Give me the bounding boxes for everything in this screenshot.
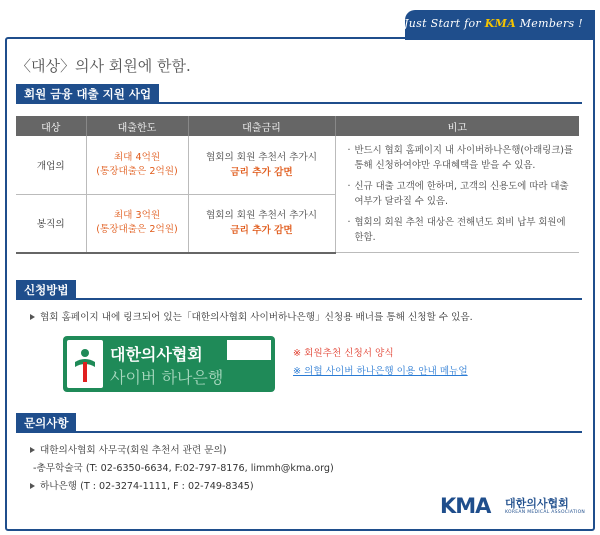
limit-cell [86,136,188,194]
limit-max: 최대 3억원 [113,210,161,222]
triangle-bullet-icon [30,314,35,320]
limit-note: (통장대출은 2억원) [96,224,178,236]
note-item: · 협회의 회원 추천 대상은 전해년도 회비 납부 회원에 한함. [348,216,574,245]
banner-slogan-pre: Just Start for [404,17,485,30]
contact-hana-text: 하나은행 (T : 02-3274-1111, F : 02-749-8345) [40,481,254,492]
kma-logo-letters: KMA [440,494,491,518]
limit-cell [86,194,188,252]
banner-slogan-post: Members ! [515,17,583,30]
loan-table-header [16,116,579,136]
rate-benefit: 금리 추가 감면 [230,166,293,178]
contact-section-divider [16,431,582,433]
target-cell: 개업의 [16,136,86,194]
cyber-hana-bank-banner[interactable] [63,336,275,392]
rate-benefit: 금리 추가 감면 [230,225,293,237]
banner-slogan-mark: KMA [484,17,516,30]
rate-condition: 협회의 회원 추천서 추가시 [205,151,318,163]
apply-instructions-text: 협회 홈페이지 내에 링크되어 있는「대한의사협회 사이버하나은행」신청용 배너를 통해 신청할 수 있음. [40,312,473,323]
triangle-bullet-icon [30,483,35,489]
content-frame [5,37,595,531]
usage-guide-link[interactable]: ※ 의협 사이버 하나은행 이용 안내 메뉴얼 [293,366,468,377]
contact-kma [30,442,227,456]
contact-hana [30,478,254,492]
column-header: 대상 [16,116,86,136]
column-header: 비고 [335,116,579,136]
banner-subtitle: 사이버 하나은행 [110,368,224,387]
note-item: · 반드시 협회 홈페이지 내 사이버하나은행(아래링크)를 통해 신청하여야만 우대혜택을 받을 수 있음. [348,144,574,173]
note-item: · 신규 대출 고객에 한하며, 고객의 신용도에 따라 대출 여부가 달라질 수 있음. [348,180,574,209]
column-header: 대출한도 [86,116,188,136]
kma-logo-name: 대한의사협회 [505,497,569,510]
rate-cell [188,194,335,252]
apply-section-divider [16,298,582,300]
banner-white-box [227,340,271,360]
notes-cell [335,136,579,253]
contact-kma-detail: -총무학술국 (T: 02-6350-6634, F:02-797-8176, limmh@kma.org) [33,463,334,474]
banner-slogan [404,17,583,30]
loan-section-title: 회원 금융 대출 지원 사업 [16,84,159,104]
banner-title: 대한의사협회 [110,345,203,364]
top-banner [405,10,595,40]
kma-logo-name-en: KOREAN MEDICAL ASSOCIATION [505,510,586,515]
rate-condition: 협회의 회원 추천서 추가시 [205,210,318,222]
column-header: 대출금리 [188,116,335,136]
contact-kma-text: 대한의사협회 사무국(회원 추천서 관련 문의) [40,445,227,456]
hana-logo-icon [67,340,103,388]
rate-cell [188,136,335,194]
kma-logo [440,494,586,518]
apply-section-title: 신청방법 [16,280,76,300]
contact-section-title: 문의사항 [16,413,76,433]
loan-table [16,116,579,254]
recommendation-form-link[interactable]: ※ 회원추천 신청서 양식 [293,348,394,359]
apply-instructions [30,309,473,323]
table-row [16,136,579,194]
target-cell: 봉직의 [16,194,86,252]
limit-note: (통장대출은 2억원) [96,165,178,177]
limit-max: 최대 4억원 [113,151,161,163]
eligibility-heading: 〈대상〉의사 회원에 한함. [16,57,191,75]
triangle-bullet-icon [30,447,35,453]
